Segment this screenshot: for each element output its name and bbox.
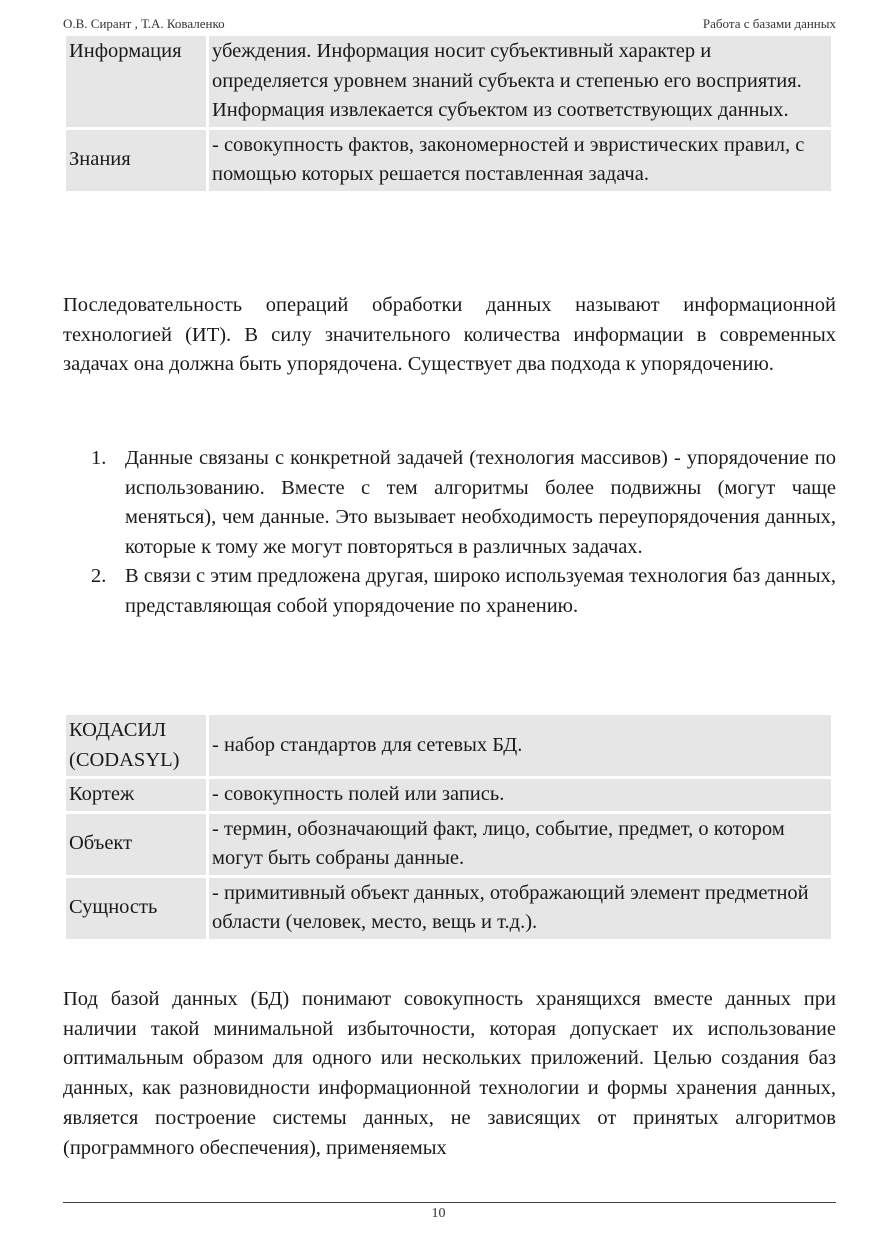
- definition-cell: - совокупность фактов, закономерностей и эвристических правил, с помощью которых решается поставленная задача.: [209, 130, 831, 191]
- definition-cell: - набор стандартов для сетевых БД.: [209, 715, 831, 776]
- footer-divider: [63, 1202, 836, 1203]
- paragraph-database: Под базой данных (БД) понимают совокупность хранящихся вместе данных при наличии такой минимальной избыточности, которая допускает их использование оптимальным образом для одного или нескольких приложений. Целью создания баз данных, как разновидности информационной технологии и формы хранения данных, является построение системы данных, не зависящих от принятых алгоритмов (программного обеспечения), применяемых: [63, 988, 836, 1159]
- header-authors: О.В. Сирант , Т.А. Коваленко: [63, 16, 225, 31]
- paragraph-it: Последовательность операций обработки данных называют информационной технологией (ИТ). В силу значительного количества информации в современных задачах она должна быть упорядочена. Существует два подхода к упорядочению.: [63, 294, 836, 376]
- term-cell: Кортеж: [66, 779, 206, 811]
- definition-cell: - примитивный объект данных, отображающий элемент предметной области (человек, место, вещь и т.д.).: [209, 878, 831, 939]
- list-item-number: 1.: [91, 447, 107, 469]
- list-item-text: Данные связаны с конкретной задачей (технология массивов) - упорядочение по использованию. Вместе с тем алгоритмы более подвижны (могут чаще меняться), чем данные. Это вызывает необходимость переупорядочения данных, которые к тому же могут повторяться в различных задачах.: [125, 447, 836, 558]
- list-item: [63, 444, 836, 562]
- term-cell: Объект: [66, 814, 206, 875]
- definition-cell: - термин, обозначающий факт, лицо, событие, предмет, о котором могут быть собраны данные.: [209, 814, 831, 875]
- table-row: [66, 814, 831, 875]
- definitions-table-1: [63, 33, 834, 194]
- header-title: Работа с базами данных: [702, 16, 836, 31]
- table-row: [66, 36, 831, 127]
- term-cell: Знания: [66, 130, 206, 191]
- term-cell: Информация: [66, 36, 206, 127]
- term-cell: КОДАСИЛ (CODASYL): [66, 715, 206, 776]
- definition-cell: - совокупность полей или запись.: [209, 779, 831, 811]
- list-item-number: 2.: [91, 565, 107, 587]
- table-row: [66, 715, 831, 776]
- ordering-approaches-list: [63, 444, 836, 621]
- table-row: [66, 130, 831, 191]
- term-cell: Сущность: [66, 878, 206, 939]
- definitions-table-2: [63, 712, 834, 942]
- list-item: [63, 562, 836, 621]
- definition-cell: убеждения. Информация носит субъективный характер и определяется уровнем знаний субъекта и степенью его восприятия. Информация извлекается субъектом из соответствующих данных.: [209, 36, 831, 127]
- table-row: [66, 779, 831, 811]
- page-number: 10: [431, 1206, 446, 1221]
- table-row: [66, 878, 831, 939]
- list-item-text: В связи с этим предложена другая, широко используемая технология баз данных, представляющая собой упорядочение по хранению.: [125, 565, 836, 617]
